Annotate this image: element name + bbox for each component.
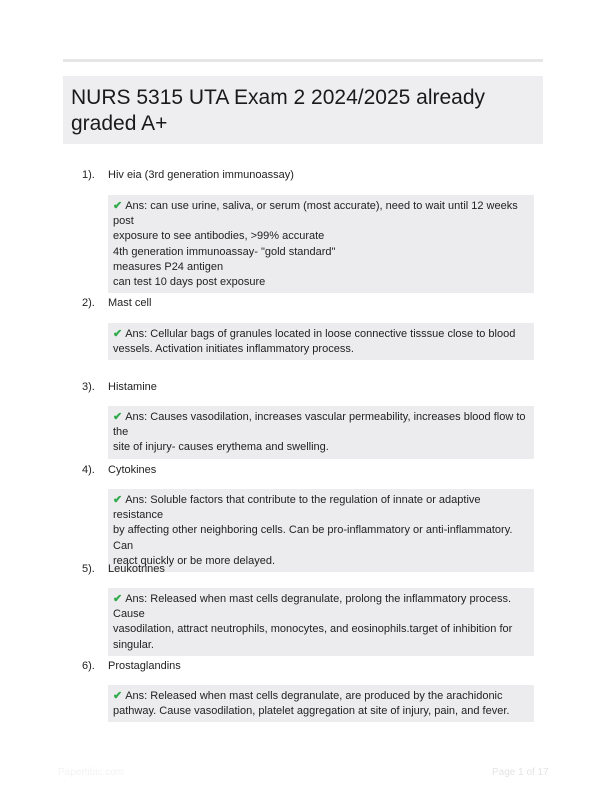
item-term: Prostaglandins [108,660,181,672]
answer-line: pathway. Cause vasodilation, platelet aggregation at site of injury, pain, and fever. [113,705,510,718]
item-number: 2). [82,297,95,309]
answer-box [108,406,534,459]
answer-line: site of injury- causes erythema and swelling. [113,441,329,454]
item-term: Mast cell [108,297,152,309]
answer-box [108,323,534,360]
item-term: Hiv eia (3rd generation immunoassay) [108,169,294,181]
answer-line: exposure to see antibodies, >99% accurate [113,230,325,243]
answer-line: Ans: Released when mast cells degranulate, prolong the inflammatory process. Cause [113,593,512,621]
answer-line: singular. [113,638,154,651]
item-term: Histamine [108,381,157,393]
answer-line: Ans: Released when mast cells degranulate, are produced by the arachidonic [125,690,503,702]
answer-line: Ans: Cellular bags of granules located in loose connective tisssue close to blood [125,328,516,340]
item-number: 4). [82,464,95,476]
checkmark-icon: ✔ [113,328,123,340]
answer-box [108,489,534,572]
item-term: Cytokines [108,464,157,476]
answer-line: react quickly or be more delayed. [113,554,276,567]
answer-box [108,588,534,656]
answer-line: 4th generation immunoassay- "gold standard" [113,245,336,258]
answer-line: vessels. Activation initiates inflammatory process. [113,343,354,356]
answer-line: Ans: can use urine, saliva, or serum (most accurate), need to wait until 12 weeks post [113,200,518,228]
item-term: Leukotrines [108,563,165,575]
answer-box [108,685,534,722]
checkmark-icon: ✔ [113,593,123,605]
answer-line: Ans: Soluble factors that contribute to the regulation of innate or adaptive resistance [113,494,481,522]
answer-line: Ans: Causes vasodilation, increases vascular permeability, increases blood flow to the [113,411,526,439]
page-number: Page 1 of 17 [492,767,549,778]
checkmark-icon: ✔ [113,411,123,423]
checkmark-icon: ✔ [113,200,123,212]
page-title: NURS 5315 UTA Exam 2 2024/2025 already graded A+ [71,86,486,135]
item-number: 5). [82,563,95,575]
title-box [63,76,543,144]
answer-line: by affecting other neighboring cells. Can be pro-inflammatory or anti-inflammatory. Can [113,524,513,552]
checkmark-icon: ✔ [113,690,123,702]
answer-line: measures P24 antigen [113,260,224,273]
footer-watermark: Papertibic.com [58,767,125,778]
answer-line: vasodilation, attract neutrophils, monocytes, and eosinophils.target of inhibition for [113,623,513,636]
item-number: 1). [82,169,95,181]
item-number: 6). [82,660,95,672]
checkmark-icon: ✔ [113,494,123,506]
answer-box [108,195,534,293]
item-number: 3). [82,381,95,393]
answer-line: can test 10 days post exposure [113,276,266,289]
top-divider [63,59,543,62]
